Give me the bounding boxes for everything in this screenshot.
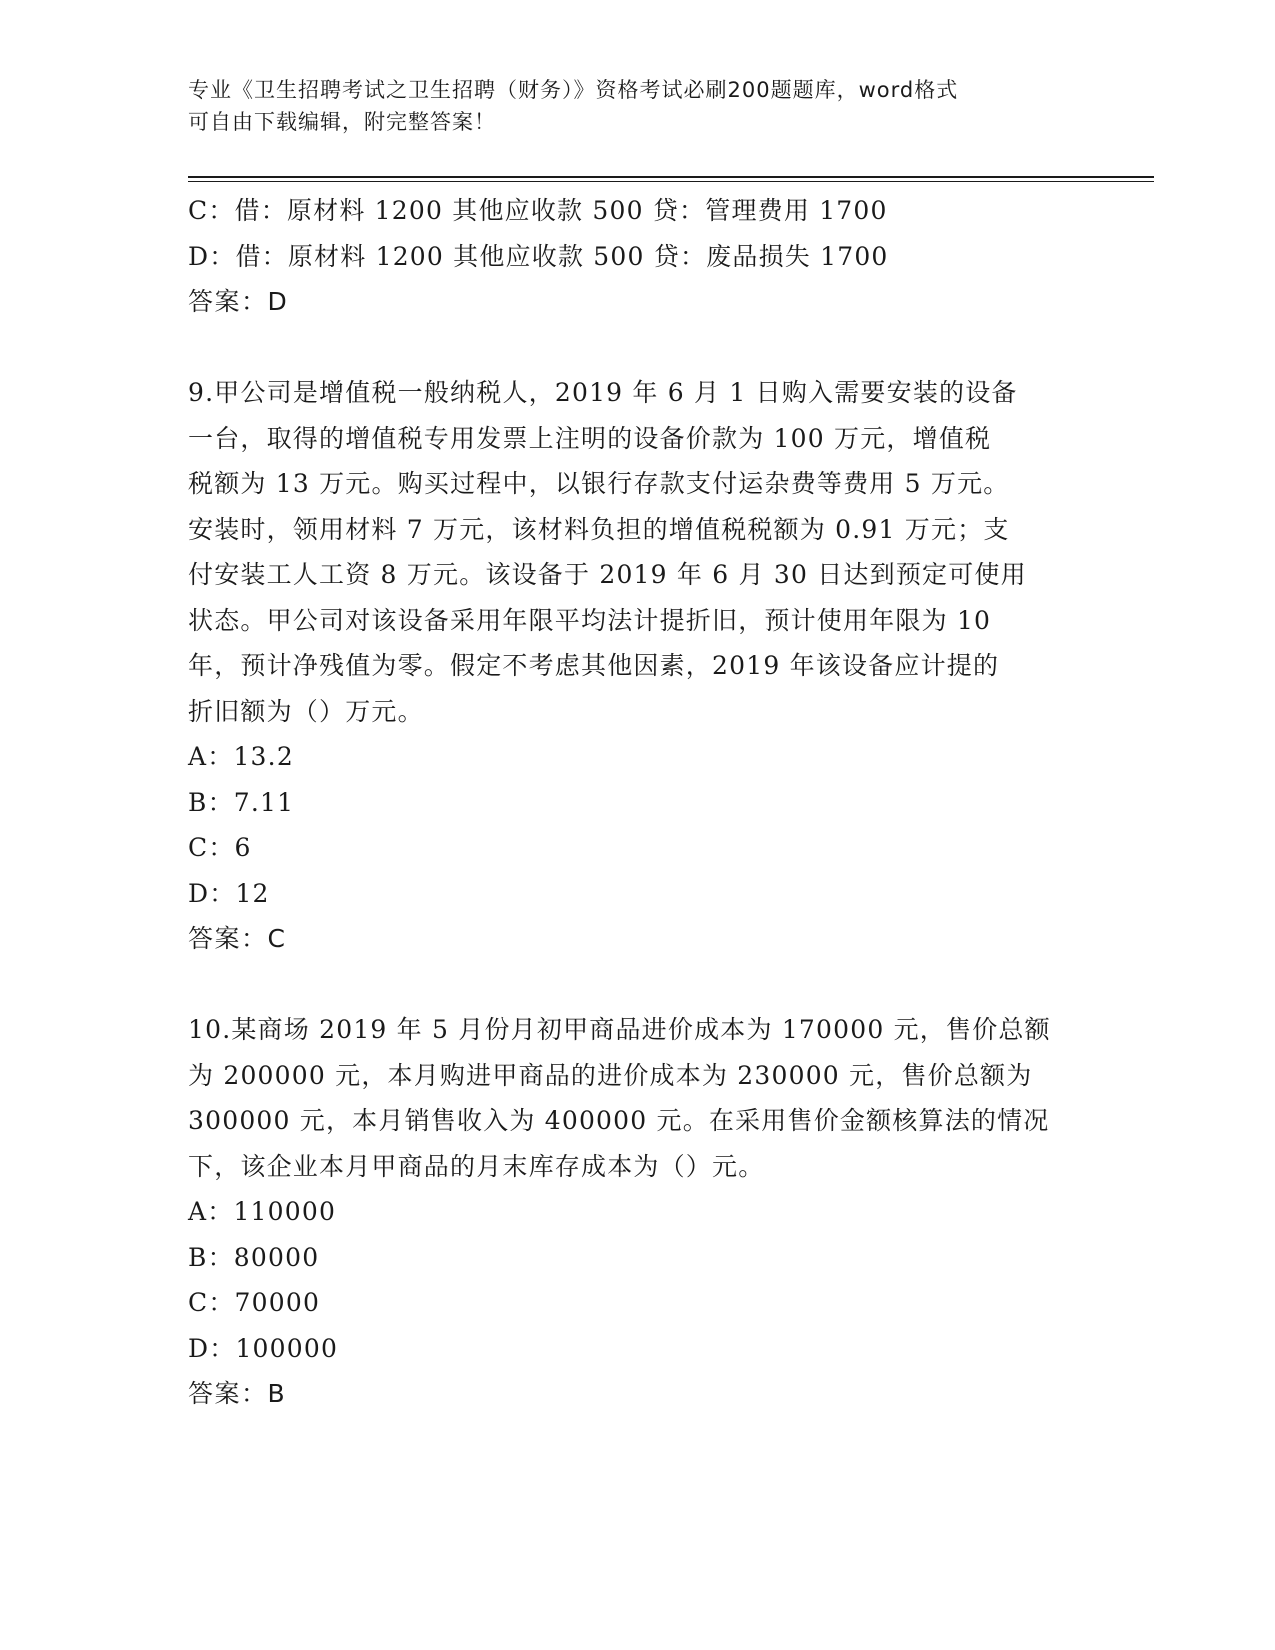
option-c: C：6 — [188, 833, 252, 862]
stem-line: 状态。甲公司对该设备采用年限平均法计提折旧，预计使用年限为 10 — [188, 605, 992, 635]
stem-line: 下，该企业本月甲商品的月末库存成本为（）元。 — [188, 1151, 765, 1181]
question-stem — [188, 370, 1088, 734]
option-d: D：借：原材料 1200 其他应收款 500 贷：废品损失 1700 — [188, 241, 889, 271]
stem-line: 一台，取得的增值税专用发票上注明的设备价款为 100 万元，增值税 — [188, 423, 992, 453]
stem-line: 9.甲公司是增值税一般纳税人，2019 年 6 月 1 日购入需要安装的设备 — [188, 378, 1018, 407]
header-rule-thick — [188, 176, 1154, 178]
answer-line: 答案：C — [188, 924, 287, 953]
option-a: A：13.2 — [188, 742, 294, 771]
option-d: D：100000 — [188, 1333, 339, 1363]
stem-line: 为 200000 元，本月购进甲商品的进价成本为 230000 元，售价总额为 — [188, 1060, 1033, 1090]
stem-line: 300000 元，本月销售收入为 400000 元。在采用售价金额核算法的情况 — [188, 1106, 1050, 1135]
option-d: D：12 — [188, 878, 270, 908]
option-b: B：80000 — [188, 1242, 320, 1272]
answer-line: 答案：D — [188, 287, 289, 316]
stem-line: 年，预计净残值为零。假定不考虑其他因素，2019 年该设备应计提的 — [188, 651, 1000, 680]
document-body — [188, 188, 1088, 1417]
stem-line: 税额为 13 万元。购买过程中，以银行存款支付运杂费等费用 5 万元。 — [188, 469, 1010, 498]
stem-line: 10.某商场 2019 年 5 月份月初甲商品进价成本为 170000 元，售价总额 — [188, 1015, 1051, 1044]
stem-line: 安装时，领用材料 7 万元，该材料负担的增值税税额为 0.91 万元；支 — [188, 514, 1010, 544]
question-10 — [188, 1007, 1088, 1417]
option-c: C：70000 — [188, 1288, 321, 1317]
question-stem — [188, 1007, 1088, 1189]
question-8-continued — [188, 188, 1088, 325]
option-c: C：借：原材料 1200 其他应收款 500 贷：管理费用 1700 — [188, 196, 888, 225]
option-b: B：7.11 — [188, 787, 295, 817]
stem-line: 折旧额为（）万元。 — [188, 696, 424, 726]
question-9 — [188, 370, 1088, 962]
spacer — [188, 325, 1088, 371]
header-title-line-2: 可自由下载编辑，附完整答案！ — [188, 110, 496, 134]
document-header — [188, 74, 1068, 138]
option-a: A：110000 — [188, 1197, 337, 1226]
stem-line: 付安装工人工资 8 万元。该设备于 2019 年 6 月 30 日达到预定可使用 — [188, 560, 1027, 589]
answer-line: 答案：B — [188, 1379, 287, 1408]
spacer — [188, 962, 1088, 1008]
header-rule-thin — [188, 181, 1154, 182]
header-title-line-1: 专业《卫生招聘考试之卫生招聘（财务）》资格考试必刷200题题库，word格式 — [188, 78, 959, 102]
